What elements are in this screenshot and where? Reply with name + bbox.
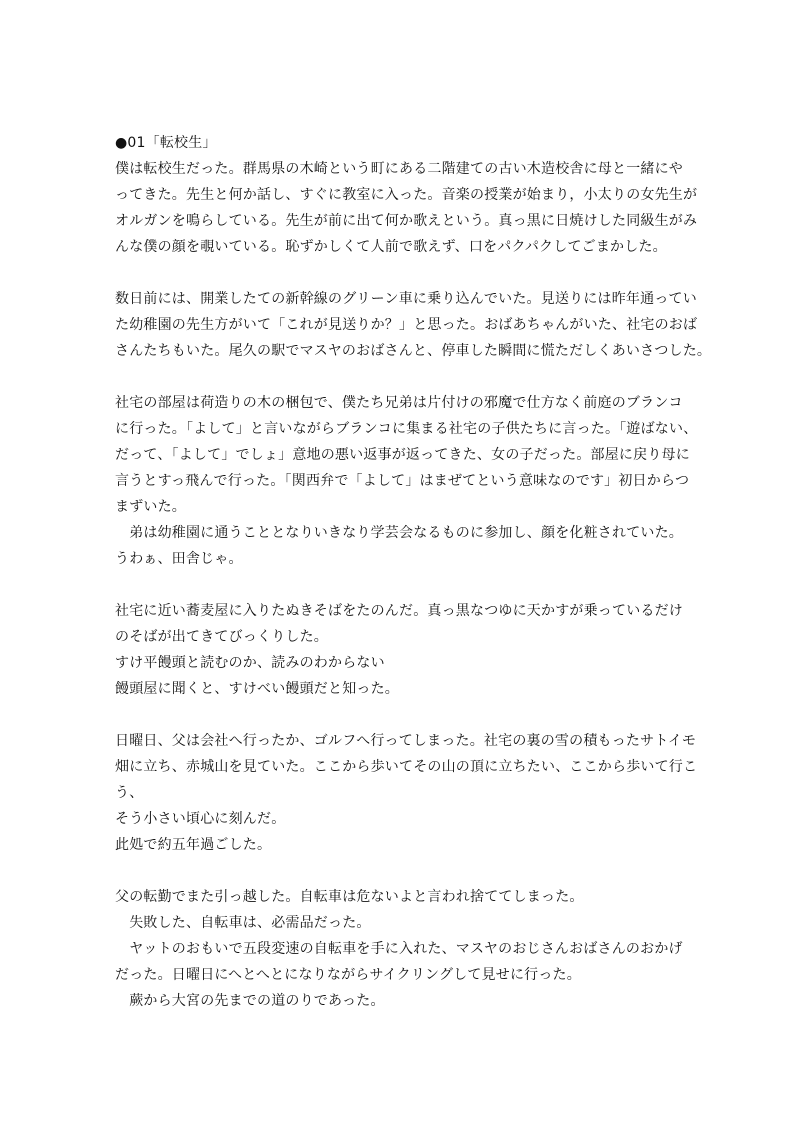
text-line: のそばが出てきてびっくりした。	[115, 629, 328, 645]
text-line: だった。日曜日にへとへとになりながらサイクリングして見せに行った。	[115, 967, 581, 983]
document-body	[115, 130, 712, 1014]
text-line: まずいた。	[115, 499, 186, 515]
text-line: さんたちもいた。尾久の駅でマスヤのおばさんと、停車した瞬間に慌ただしくあいさつした。	[115, 343, 712, 359]
text-line: ってきた。先生と何か話し、すぐに教室に入った。音楽の授業が始まり，小太りの女先生が	[115, 187, 698, 203]
text-line: そう小さい頃心に刻んだ。	[115, 811, 286, 827]
text-line: 僕は転校生だった。群馬県の木崎という町にある二階建ての古い木造校舎に母と一緒にや	[115, 161, 683, 177]
paragraph-gap	[115, 572, 685, 598]
text-line: 畑に立ち、赤城山を見ていた。ここから歩いてその山の頂に立ちたい、ここから歩いて行こ	[115, 759, 698, 775]
text-line: すけ平饅頭と読むのか、読みのわからない	[115, 655, 385, 671]
text-line: オルガンを鳴らしている。先生が前に出て何か歌えという。真っ黒に日焼けした同級生がみ	[115, 213, 698, 229]
text-line: 饅頭屋に聞くと、すけべい饅頭だと知った。	[115, 681, 399, 697]
text-line: う、	[115, 785, 144, 801]
text-line: 日曜日、父は会社へ行ったか、ゴルフへ行ってしまった。社宅の裏の雪の積もったサトイモ	[115, 733, 697, 749]
paragraph-gap	[115, 702, 685, 728]
text-line: 数日前には、開業したての新幹線のグリーン車に乗り込んでいた。見送りには昨年通ってい	[115, 291, 697, 307]
text-line: 社宅の部屋は荷造りの木の梱包で、僕たち兄弟は片付けの邪魔で仕方なく前庭のブランコ	[115, 395, 683, 411]
text-line: 社宅に近い蕎麦屋に入りたぬきそばをたのんだ。真っ黒なつゆに天かすが乗っているだけ	[115, 603, 683, 619]
text-line: 失敗した、自転車は、必需品だった。	[115, 915, 371, 931]
text-line: だって、「よして」でしょ」意地の悪い返事が返ってきた、女の子だった。部屋に戻り母に	[115, 447, 690, 463]
text-line: うわぁ、田舎じゃ。	[115, 551, 243, 567]
text-line: ヤットのおもいで五段変速の自転車を手に入れた、マスヤのおじさんおばさんのおかげ	[115, 941, 683, 957]
text-line: た幼稚園の先生方がいて「これが見送りか？」と思った。おばあちゃんがいた、社宅のおば	[115, 317, 698, 333]
text-line: 蕨から大宮の先までの道のりであった。	[115, 993, 385, 1009]
text-line: 此処で約五年過ごした。	[115, 837, 272, 853]
paragraph-gap	[115, 364, 685, 390]
paragraph-gap	[115, 858, 685, 884]
text-line: 言うとすっ飛んで行った。「関西弁で「よして」はまぜてという意味なのです」初日からつ	[115, 473, 690, 489]
text-line: んな僕の顔を覗いている。恥ずかしくて人前で歌えず、口をパクパクしてごまかした。	[115, 239, 667, 255]
text-line: 父の転勤でまた引っ越した。自転車は危ないよと言われ捨ててしまった。	[115, 889, 584, 905]
text-line: に行った。「よして」と言いながらブランコに集まる社宅の子供たちに言った。「遊ばない、	[115, 421, 698, 437]
text-line: 弟は幼稚園に通うこととなりいきなり学芸会なるものに参加し、顔を化粧されていた。	[115, 525, 683, 541]
section-heading: ●01「転校生」	[115, 135, 217, 151]
paragraph-gap	[115, 260, 685, 286]
